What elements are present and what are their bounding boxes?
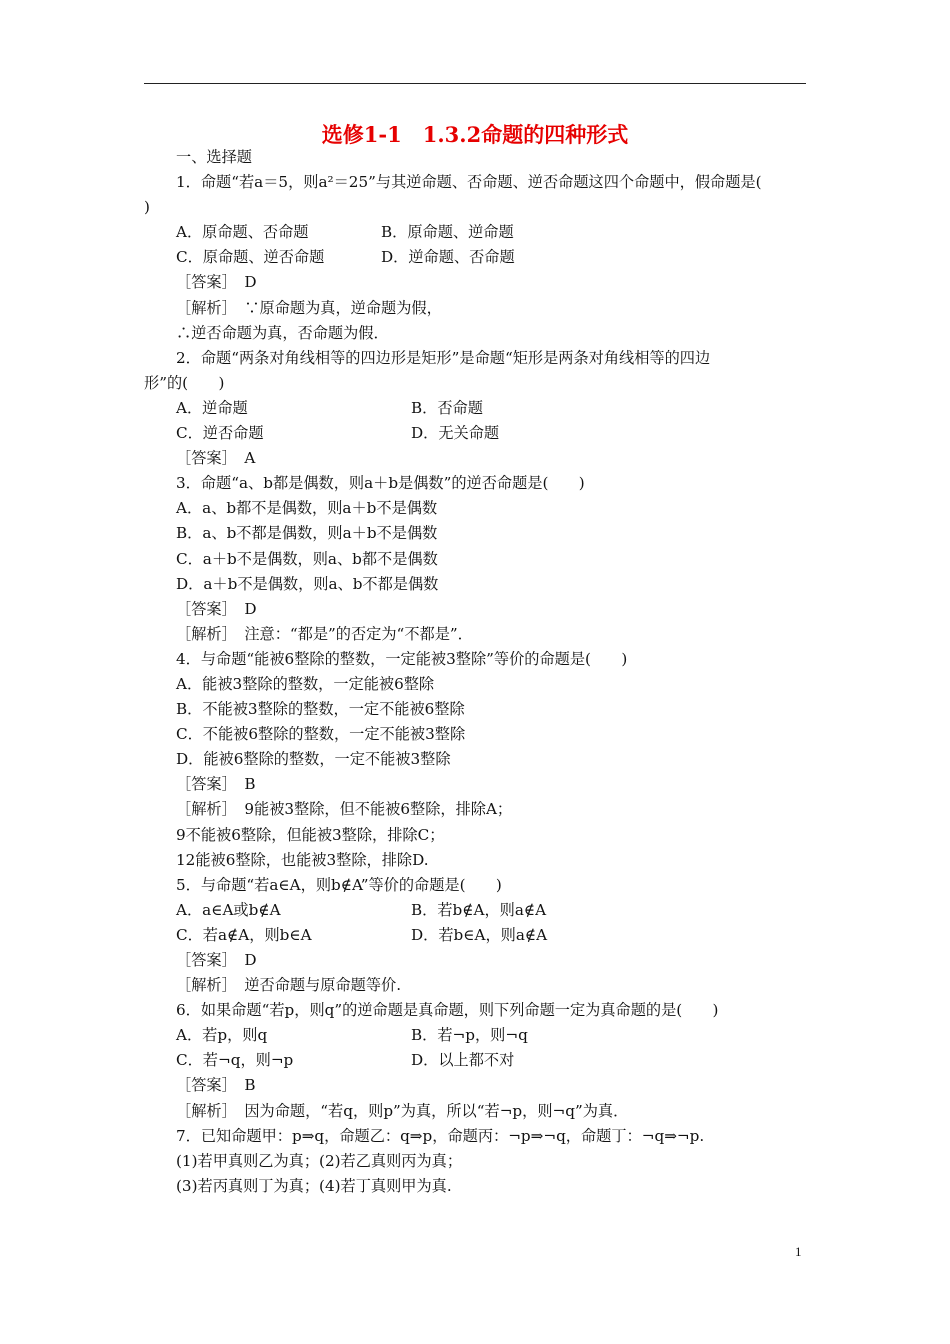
q4-analysis-1: ［解析］ 9能被3整除，但不能被6整除，排除A； (176, 800, 513, 819)
q2-stem: 2．命题“两条对角线相等的四边形是矩形”是命题“矩形是两条对角线相等的四边 (176, 348, 711, 367)
q1-stem-cont: ) (144, 198, 150, 217)
section-heading: 一、选择题 (176, 148, 252, 166)
q7-stem: 7．已知命题甲：p⇒q，命题乙：q⇒p，命题丙：¬p⇒¬q，命题丁：¬q⇒¬p. (176, 1126, 705, 1145)
q4-option-b: B．不能被3整除的整数，一定不能被6整除 (176, 700, 465, 719)
q1-options-ab (144, 220, 816, 245)
q2-options-cd (144, 421, 816, 446)
q2-option-a: A．逆命题 (176, 398, 248, 417)
q1-answer: ［答案］ D (176, 273, 257, 292)
q1-analysis-2: ∴逆否命题为真，否命题为假． (176, 323, 389, 342)
q3-option-a: A．a、b都不是偶数，则a＋b不是偶数 (176, 499, 438, 518)
q6-options-cd (144, 1048, 816, 1073)
q2-option-d: D．无关命题 (411, 424, 500, 443)
q4-option-d: D．能被6整除的整数，一定不能被3整除 (176, 750, 451, 769)
q6-option-c: C．若¬q，则¬p (176, 1051, 294, 1070)
page-number: 1 (795, 1244, 802, 1259)
q1-option-d: D．逆命题、否命题 (381, 248, 515, 267)
q6-option-d: D．以上都不对 (411, 1051, 515, 1070)
q6-stem: 6．如果命题“若p，则q”的逆命题是真命题，则下列命题一定为真命题的是( ) (176, 1001, 719, 1020)
q5-options-cd (144, 923, 816, 948)
q4-stem: 4．与命题“能被6整除的整数，一定能被3整除”等价的命题是( ) (176, 649, 628, 668)
q2-options-ab (144, 396, 816, 421)
header-rule (144, 83, 806, 84)
q6-option-a: A．若p，则q (176, 1026, 268, 1045)
q6-analysis: ［解析］ 因为命题，“若q，则p”为真，所以“若¬p，则¬q”为真． (176, 1101, 629, 1120)
q5-stem: 5．与命题“若a∈A，则b∉A”等价的命题是( ) (176, 875, 502, 894)
q5-analysis: ［解析］ 逆否命题与原命题等价. (176, 976, 402, 995)
q3-analysis: ［解析］ 注意：“都是”的否定为“不都是”． (176, 624, 473, 643)
q1-stem: 1．命题“若a＝5，则a²＝25”与其逆命题、否命题、逆否命题这四个命题中，假命题是( (176, 173, 762, 192)
q6-option-b: B．若¬p，则¬q (411, 1026, 528, 1045)
q5-option-b: B．若b∉A，则a∉A (411, 900, 547, 919)
q1-option-a: A．原命题、否命题 (176, 223, 309, 242)
q4-analysis-2: 9不能被6整除，但能被3整除，排除C； (176, 825, 445, 844)
q6-options-ab (144, 1023, 816, 1048)
q1-analysis-1: ［解析］ ∵原命题为真，逆命题为假， (176, 298, 442, 317)
q3-option-d: D．a＋b不是偶数，则a、b不都是偶数 (176, 574, 439, 593)
q3-option-c: C．a＋b不是偶数，则a、b都不是偶数 (176, 549, 438, 568)
q1-option-b: B．原命题、逆命题 (381, 223, 514, 242)
q2-stem-cont: 形”的( ) (144, 373, 225, 392)
q3-answer: ［答案］ D (176, 599, 257, 618)
q2-option-c: C．逆否命题 (176, 424, 264, 443)
q4-analysis-3: 12能被6整除，也能被3整除，排除D. (176, 850, 429, 869)
q5-answer: ［答案］ D (176, 951, 257, 969)
page-title: 选修1-1 1.3.2命题的四种形式 (321, 122, 629, 147)
q5-option-a: A．a∈A或b∉A (176, 900, 281, 919)
q4-option-c: C．不能被6整除的整数，一定不能被3整除 (176, 725, 466, 744)
q5-option-c: C．若a∉A，则b∈A (176, 925, 312, 944)
q2-answer: ［答案］ A (176, 449, 256, 468)
q2-option-b: B．否命题 (411, 398, 483, 417)
document-body (144, 145, 816, 1199)
q7-line-1: (1)若甲真则乙为真；(2)若乙真则丙为真； (176, 1151, 463, 1170)
q1-options-cd (144, 245, 816, 270)
q5-option-d: D．若b∈A，则a∉A (411, 925, 548, 944)
q6-answer: ［答案］ B (176, 1076, 256, 1095)
q4-option-a: A．能被3整除的整数，一定能被6整除 (176, 674, 435, 693)
q3-stem: 3．命题“a、b都是偶数，则a＋b是偶数”的逆否命题是( ) (176, 474, 585, 493)
q1-option-c: C．原命题、逆否命题 (176, 248, 325, 267)
q7-line-2: (3)若丙真则丁为真；(4)若丁真则甲为真. (176, 1176, 452, 1195)
q3-option-b: B．a、b不都是偶数，则a＋b不是偶数 (176, 524, 438, 543)
q5-options-ab (144, 898, 816, 923)
q4-answer: ［答案］ B (176, 775, 256, 794)
